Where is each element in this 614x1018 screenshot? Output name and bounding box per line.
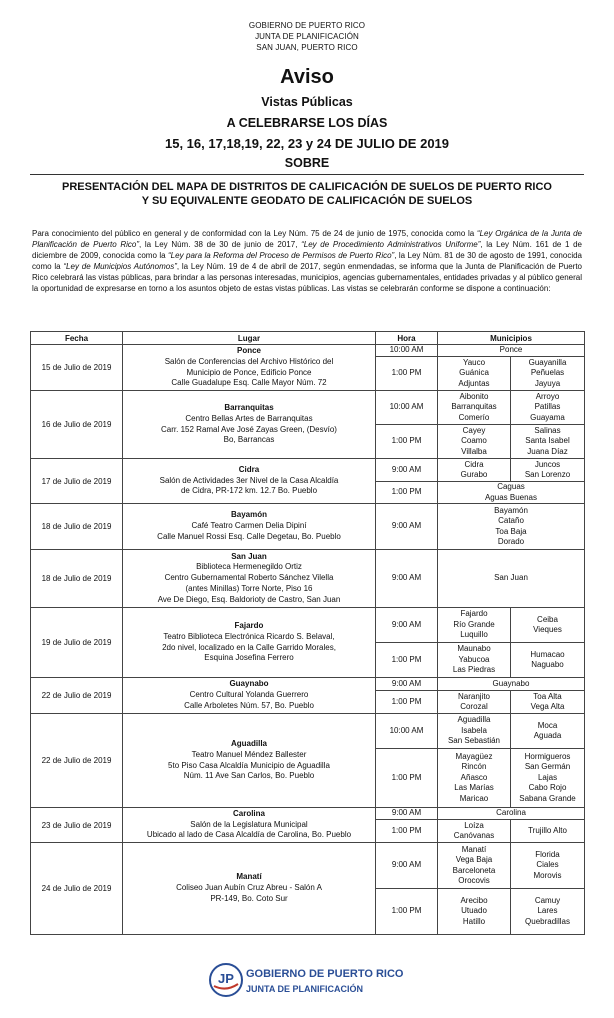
- intro-text-4: , la Ley Núm. 81 de 30 de agosto de 1991, conocida como la: [32, 251, 582, 271]
- municipality-name: Río Grande: [453, 619, 495, 629]
- jp-logo-icon: [208, 962, 244, 998]
- municipality-name: Manatí: [461, 844, 487, 854]
- agency-line-government: GOBIERNO DE PUERTO RICO: [248, 21, 366, 30]
- column-header-time: Hora: [376, 332, 438, 345]
- municipality-name: Luquillo: [460, 630, 488, 640]
- schedule-row: [31, 843, 585, 889]
- column-header-place: Lugar: [123, 332, 376, 345]
- municipality-name: Fajardo: [460, 609, 488, 619]
- municipality-name: Vega Baja: [455, 855, 493, 864]
- municipality-name: Guánica: [459, 368, 489, 378]
- municipality-name: Vieques: [533, 625, 562, 634]
- hearing-time: 10:00 AM: [376, 391, 438, 425]
- location-address-line: Café Teatro Carmen Delia Dipiní: [191, 521, 307, 531]
- municipality-name: Las Piedras: [452, 665, 496, 675]
- location-address-line: Calle Arboletes Núm. 57, Bo. Pueblo: [184, 700, 314, 710]
- hearing-date: 17 de Julio de 2019: [31, 459, 123, 504]
- municipality-name: Guayama: [530, 412, 565, 422]
- municipality-name: Comerío: [458, 412, 490, 422]
- hearing-time: 9:00 AM: [376, 608, 438, 643]
- municipality-name: Canóvanas: [453, 831, 495, 840]
- hearing-time: 1:00 PM: [376, 357, 438, 391]
- municipality-list-left: [438, 425, 511, 459]
- hearing-date: 22 de Julio de 2019: [31, 714, 123, 808]
- municipality-list-right: [511, 643, 585, 678]
- municipality-list-right: [511, 843, 585, 889]
- municipality-name: Morovis: [533, 870, 562, 880]
- location-address-line: Salón de Actividades 3er Nivel de la Casa Alcaldía: [159, 475, 339, 485]
- municipality-cell: Ponce: [438, 345, 585, 357]
- schedule-row: [31, 345, 585, 357]
- law-name-municipalities: “Ley de Municipios Autónomos”: [63, 262, 177, 271]
- location-address-line: Coliseo Juan Aubín Cruz Abreu - Salón A: [176, 883, 322, 893]
- municipality-list-left: [438, 820, 511, 843]
- municipality-name: Salinas: [534, 425, 561, 435]
- law-name-procedures: “Ley de Procedimiento Administrativos Uniforme”: [301, 240, 481, 249]
- municipality-list-left: [438, 843, 511, 889]
- hearing-schedule-table: [30, 331, 585, 935]
- location-address-line: Carr. 152 Ramal Ave José Zayas Green, (Desvío): [161, 424, 337, 434]
- hearing-time: 9:00 AM: [376, 550, 438, 608]
- municipality-name: San Sebastián: [447, 736, 501, 746]
- municipality-cell: Guaynabo: [438, 678, 585, 691]
- location-name: Guaynabo: [229, 679, 269, 689]
- hearing-time: 9:00 AM: [376, 843, 438, 889]
- municipality-list-right: [511, 749, 585, 808]
- notice-topic: [0, 180, 614, 208]
- hearing-time: 9:00 AM: [376, 678, 438, 691]
- header-divider: [30, 174, 584, 175]
- municipality-name: Toa Alta: [533, 691, 562, 701]
- logo-line-government: GOBIERNO DE PUERTO RICO: [246, 968, 404, 980]
- municipality-name: Utuado: [461, 906, 487, 916]
- hearing-location: [123, 808, 376, 843]
- municipality-name: Cidra: [464, 459, 484, 469]
- hearing-date: 23 de Julio de 2019: [31, 808, 123, 843]
- municipality-name: Rincón: [461, 762, 487, 772]
- logo-letters: JP: [218, 971, 234, 986]
- municipality-list-left: [438, 459, 511, 482]
- hearing-location: [123, 550, 376, 608]
- hearing-time: 1:00 PM: [376, 425, 438, 459]
- municipality-name: Ceiba: [537, 614, 558, 624]
- municipality-name: Barceloneta: [452, 865, 496, 875]
- municipality-name: Sabana Grande: [519, 793, 576, 803]
- column-header-municipalities: Municipios: [438, 332, 585, 345]
- notice-title: Aviso: [280, 66, 334, 88]
- location-address-line: Ave De Diego, Esq. Baldorioty de Castro, San Juan: [157, 594, 341, 604]
- municipality-name: Naranjito: [457, 691, 490, 701]
- notice-celebrate-line: A CELEBRARSE LOS DÍAS: [226, 116, 388, 130]
- location-address-line: Teatro Biblioteca Electrónica Ricardo S. Belaval,: [163, 631, 335, 641]
- municipality-name: Maricao: [459, 793, 489, 803]
- municipality-name: Maunabo: [457, 644, 491, 654]
- hearing-date: 22 de Julio de 2019: [31, 678, 123, 714]
- municipality-name: Florida: [535, 849, 560, 859]
- hearing-location: [123, 391, 376, 459]
- notice-about: SOBRE: [284, 156, 330, 170]
- municipality-name: Lajas: [537, 772, 558, 782]
- municipality-name: San Lorenzo: [524, 470, 571, 479]
- municipality-name: Naguabo: [531, 660, 564, 669]
- hearing-time: 9:00 AM: [376, 459, 438, 482]
- location-name: Cidra: [238, 464, 260, 474]
- location-address-line: Ubicado al lado de Casa Alcaldía de Carolina, Bo. Pueblo: [146, 830, 352, 840]
- municipality-list-left: [438, 714, 511, 749]
- location-name: Aguadilla: [230, 738, 267, 748]
- municipality-list-right: [511, 889, 585, 935]
- schedule-row: [31, 714, 585, 749]
- hearing-date: 19 de Julio de 2019: [31, 608, 123, 678]
- hearing-location: [123, 843, 376, 935]
- municipality-name: Ciales: [536, 860, 559, 870]
- municipality-name: Orocovis: [458, 876, 490, 885]
- location-address-line: de Cidra, PR-172 km. 12.7 Bo. Pueblo: [180, 486, 318, 496]
- location-address-line: 2do nivel, localizado en la Calle Garrido Morales,: [162, 642, 336, 652]
- hearing-date: 15 de Julio de 2019: [31, 345, 123, 391]
- municipality-name: Hormigueros: [524, 751, 571, 761]
- location-name: Barranquitas: [224, 402, 274, 412]
- municipality-name: Yabucoa: [458, 654, 490, 664]
- schedule-row: [31, 391, 585, 425]
- municipality-name: San Germán: [524, 762, 571, 772]
- municipality-name: Gurabo: [460, 470, 488, 479]
- municipality-list-left: [438, 691, 511, 714]
- municipality-name: Guayanilla: [528, 357, 567, 367]
- hearing-time: 9:00 AM: [376, 808, 438, 820]
- table-body: [31, 345, 585, 935]
- municipality-name: Hatillo: [462, 916, 486, 926]
- hearing-time: 10:00 AM: [376, 345, 438, 357]
- schedule-row: [31, 808, 585, 820]
- municipality-name: Juana Díaz: [527, 446, 568, 456]
- planning-board-logo: [208, 962, 404, 1002]
- hearing-time: 1:00 PM: [376, 691, 438, 714]
- location-address-line: Salón de Conferencias del Archivo Histórico del: [164, 356, 334, 366]
- municipality-name: Moca: [537, 720, 558, 730]
- municipality-name: Las Marías: [454, 783, 494, 793]
- intro-text-3: , la Ley Núm. 161 de 1 de diciembre de 2009, conocida como la: [32, 240, 583, 260]
- intro-text-1: Para conocimiento del público en general y de conformidad con la Ley Núm. 75 de 24 de junio de 1975, conocida como la: [32, 229, 477, 238]
- municipality-name: Añasco: [460, 772, 488, 782]
- municipality-name: Lares: [537, 906, 558, 916]
- municipality-name: Mayagüez: [455, 751, 493, 761]
- municipality-list-right: [511, 459, 585, 482]
- municipality-name: Vega Alta: [530, 702, 565, 711]
- location-address-line: Teatro Manuel Méndez Ballester: [191, 749, 307, 759]
- municipality-name: Cayey: [462, 425, 486, 435]
- schedule-row: [31, 504, 585, 550]
- municipality-list-right: [511, 357, 585, 391]
- municipality-name: Aibonito: [459, 391, 489, 401]
- location-address-line: Centro Bellas Artes de Barranquitas: [185, 413, 313, 423]
- hearing-location: [123, 345, 376, 391]
- hearing-time: 1:00 PM: [376, 749, 438, 808]
- municipality-list-left: [438, 643, 511, 678]
- municipality-name: Quebradillas: [525, 916, 570, 926]
- municipality-name: Adjuntas: [458, 378, 490, 388]
- location-address-line: Calle Manuel Rossi Esq. Calle Degetau, Bo. Pueblo: [157, 531, 341, 541]
- hearing-time: 1:00 PM: [376, 643, 438, 678]
- hearing-location: [123, 678, 376, 714]
- law-name-organic: “Ley Orgánica de la Junta de Planificación de Puerto Rico”: [32, 229, 582, 249]
- location-address-line: Bo, Barrancas: [223, 435, 275, 445]
- municipality-list-right: [511, 425, 585, 459]
- municipality-cell: San Juan: [438, 550, 585, 608]
- location-name: Carolina: [232, 808, 265, 818]
- hearing-date: 16 de Julio de 2019: [31, 391, 123, 459]
- location-name: Ponce: [236, 345, 261, 355]
- hearing-location: [123, 504, 376, 550]
- municipality-name: Villalba: [461, 446, 487, 456]
- location-address-line: Esquina Josefina Ferrero: [204, 653, 294, 663]
- municipality-name: Yauco: [462, 357, 486, 367]
- location-name: San Juan: [231, 551, 267, 561]
- municipality-name: Isabela: [461, 725, 487, 735]
- municipality-list-right: [511, 714, 585, 749]
- hearing-time: 9:00 AM: [376, 504, 438, 550]
- agency-header: [0, 20, 614, 53]
- schedule-row: [31, 678, 585, 691]
- location-name: Bayamón: [230, 510, 267, 520]
- location-name: Fajardo: [234, 620, 264, 630]
- municipality-list-left: [438, 357, 511, 391]
- municipality-name: Peñuelas: [530, 368, 565, 378]
- notice-dates: 15, 16, 17,18,19, 22, 23 y 24 DE JULIO DE 2019: [164, 136, 450, 151]
- municipality-name: Humacao: [530, 649, 565, 659]
- notice-topic-line1: PRESENTACIÓN DEL MAPA DE DISTRITOS DE CALIFICACIÓN DE SUELOS DE PUERTO RICO: [62, 181, 552, 193]
- location-address-line: Municipio de Ponce, Edificio Ponce: [186, 367, 312, 377]
- municipality-name: Barranquitas: [451, 402, 497, 412]
- municipality-cell: Caguas Aguas Buenas: [438, 482, 585, 504]
- municipality-name: Loíza: [464, 820, 484, 830]
- notice-subtitle: Vistas Públicas: [261, 95, 353, 109]
- municipality-name: Arroyo: [535, 391, 560, 401]
- municipality-list-right: [511, 820, 585, 843]
- intro-text-2: , la Ley Núm. 38 de 30 de junio de 2017,: [139, 240, 302, 249]
- municipality-cell: Carolina: [438, 808, 585, 820]
- hearing-date: 18 de Julio de 2019: [31, 504, 123, 550]
- intro-text-5: , la Ley Núm. 19 de 4 de abril de 2017, según enmendadas, se informa que la Junta de Planificación de Puerto Rico celebrará las vistas públicas, para brindar a las personas interesadas, municipios, agencias gubernamentales, entidades privadas y al público general la oportunidad de expresarse en torno a los asuntos objeto de estas vistas públicas. Las vistas se celebrarán conforme se dispone a continuación:: [32, 262, 583, 293]
- agency-line-city: SAN JUAN, PUERTO RICO: [256, 43, 358, 52]
- municipality-name: Cabo Rojo: [528, 783, 567, 793]
- schedule-row: [31, 459, 585, 482]
- municipality-list-right: [511, 391, 585, 425]
- municipality-list-right: [511, 608, 585, 643]
- municipality-name: Trujillo Alto: [528, 825, 567, 835]
- municipality-name: Camuy: [534, 895, 561, 905]
- municipality-name: Aguadilla: [457, 715, 491, 725]
- location-address-line: Biblioteca Hermenegildo Ortiz: [196, 562, 302, 572]
- municipality-name: Coamo: [461, 436, 487, 446]
- location-address-line: Calle Guadalupe Esq. Calle Mayor Núm. 72: [171, 378, 327, 388]
- municipality-name: Juncos: [534, 459, 561, 469]
- hearing-time: 1:00 PM: [376, 820, 438, 843]
- location-address-line: Centro Gubernamental Roberto Sánchez Vilella: [164, 573, 334, 583]
- location-address-line: (antes Minillas) Torre Norte, Piso 16: [185, 583, 313, 593]
- municipality-name: Santa Isabel: [525, 436, 570, 446]
- hearing-location: [123, 714, 376, 808]
- location-address-line: Salón de la Legislatura Municipal: [190, 819, 308, 829]
- hearing-date: 24 de Julio de 2019: [31, 843, 123, 935]
- hearing-location: [123, 459, 376, 504]
- hearing-time: 1:00 PM: [376, 889, 438, 935]
- table-header-row: [31, 332, 585, 345]
- schedule-row: [31, 608, 585, 643]
- municipality-name: Corozal: [460, 702, 488, 711]
- notice-topic-line2: Y SU EQUIVALENTE GEODATO DE CALIFICACIÓN DE SUELOS: [141, 195, 473, 207]
- schedule-row: [31, 550, 585, 608]
- hearing-location: [123, 608, 376, 678]
- municipality-name: Arecibo: [460, 895, 488, 905]
- municipality-name: Jayuya: [534, 378, 561, 388]
- location-address-line: PR-149, Bo. Coto Sur: [210, 893, 288, 903]
- municipality-name: Aguada: [533, 731, 562, 740]
- location-address-line: Núm. 11 Ave San Carlos, Bo. Pueblo: [183, 771, 315, 781]
- municipality-list-right: [511, 691, 585, 714]
- municipality-list-left: [438, 391, 511, 425]
- intro-paragraph: [32, 228, 582, 294]
- hearing-time: 1:00 PM: [376, 482, 438, 504]
- hearing-time: 10:00 AM: [376, 714, 438, 749]
- logo-line-board: JUNTA DE PLANIFICACIÓN: [246, 984, 363, 994]
- municipality-list-left: [438, 608, 511, 643]
- location-address-line: Centro Cultural Yolanda Guerrero: [189, 690, 309, 700]
- column-header-date: Fecha: [31, 332, 123, 345]
- municipality-list-left: [438, 749, 511, 808]
- municipality-cell: Bayamón Cataño Toa Baja Dorado: [438, 504, 585, 550]
- law-name-permits: “Ley para la Reforma del Proceso de Permisos de Puerto Rico”: [168, 251, 395, 260]
- agency-line-board: JUNTA DE PLANIFICACIÓN: [255, 32, 359, 41]
- municipality-list-left: [438, 889, 511, 935]
- hearing-date: 18 de Julio de 2019: [31, 550, 123, 608]
- municipality-name: Patillas: [534, 402, 561, 412]
- location-address-line: 5to Piso Casa Alcaldía Municipio de Aguadilla: [168, 760, 330, 770]
- location-name: Manatí: [236, 872, 262, 882]
